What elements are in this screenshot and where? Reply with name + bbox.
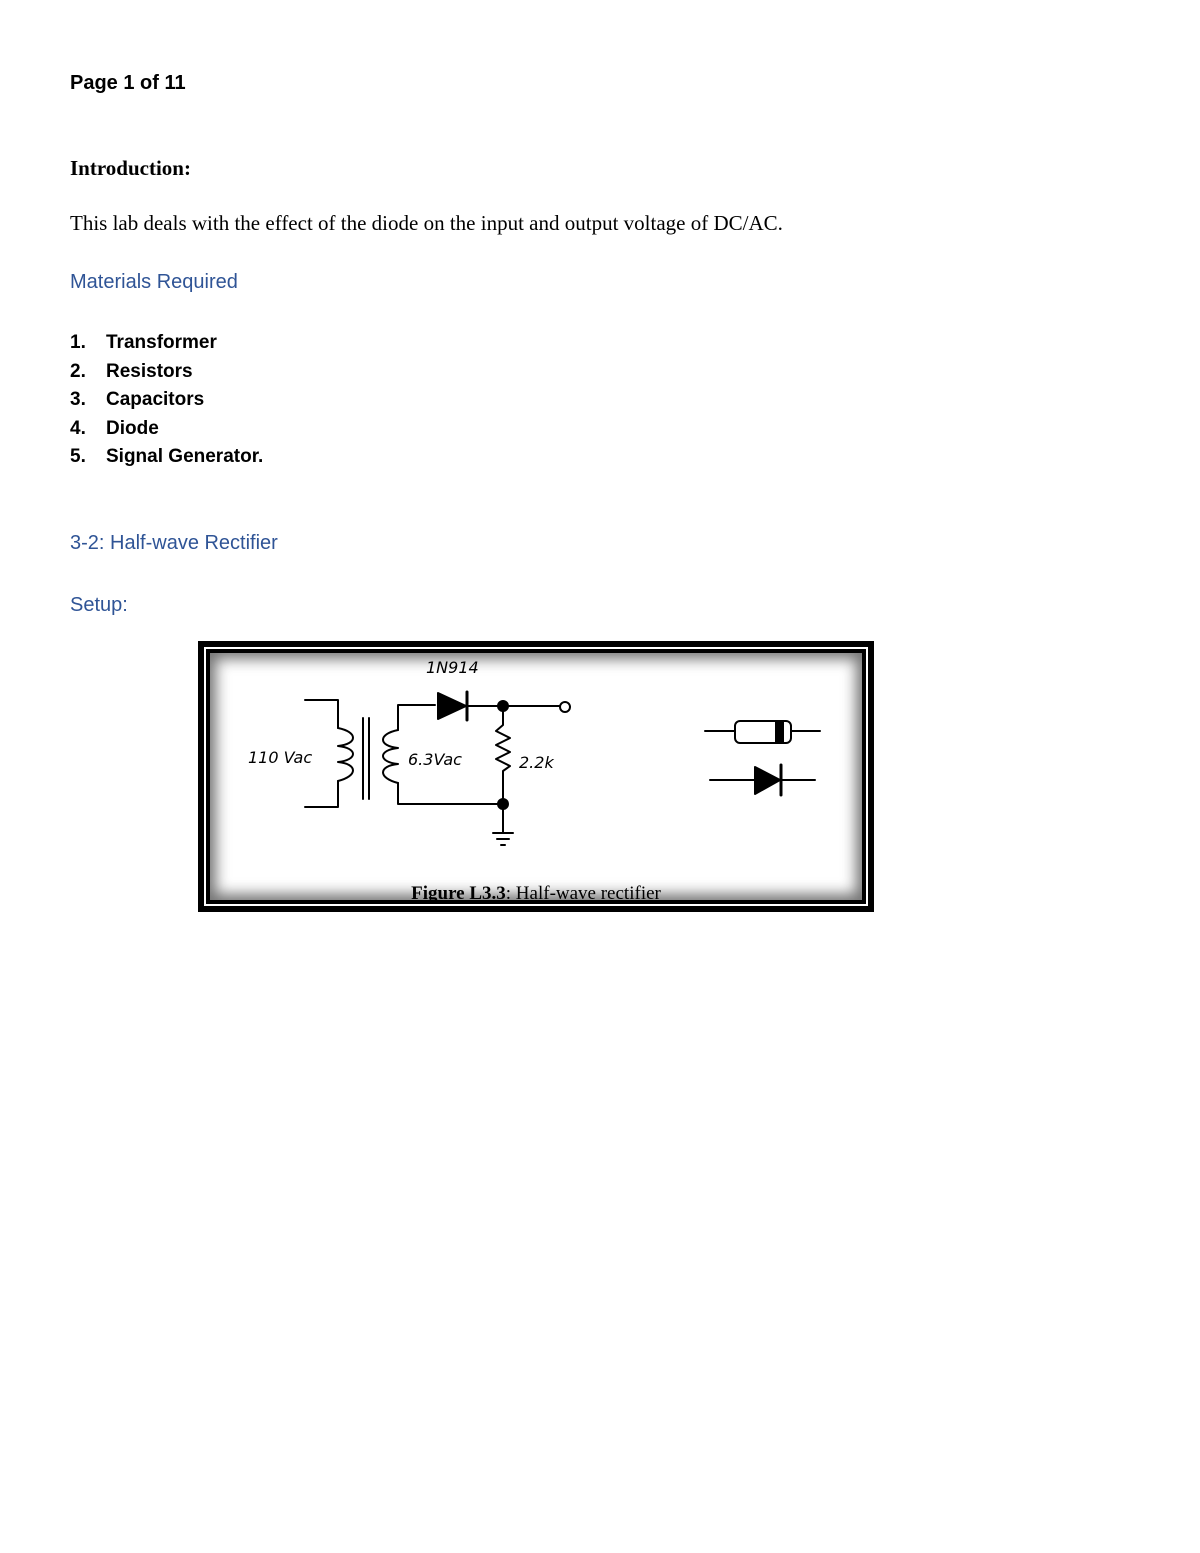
primary-bottom-lead — [305, 781, 338, 807]
figure-frame — [198, 641, 874, 912]
list-item-number: 5. — [70, 446, 86, 468]
list-item-number: 3. — [70, 389, 86, 411]
materials-heading: Materials Required — [70, 271, 238, 293]
figure-inner-border — [204, 647, 868, 906]
diode-triangle — [438, 693, 466, 719]
secondary-bottom-wire — [398, 783, 503, 804]
figure-panel — [210, 653, 862, 904]
materials-list — [70, 330, 263, 473]
symbol-triangle — [755, 767, 780, 794]
resistor-label: 2.2k — [519, 753, 554, 772]
primary-coil — [338, 728, 353, 781]
figure-caption-text: : Half-wave rectifier — [505, 883, 661, 904]
list-item-number: 2. — [70, 360, 86, 382]
secondary-coil — [383, 730, 398, 783]
list-item-label: Transformer — [106, 332, 217, 353]
list-item-label: Diode — [106, 417, 159, 439]
list-item — [70, 387, 263, 416]
list-item-number: 1. — [70, 332, 86, 353]
list-item — [70, 330, 263, 359]
list-item-label: Capacitors — [106, 389, 205, 411]
diode-label: 1N914 — [426, 658, 479, 677]
section-heading: 3-2: Half-wave Rectifier — [70, 532, 278, 554]
figure-caption — [210, 883, 862, 905]
output-terminal — [560, 702, 570, 712]
circuit-diagram — [210, 653, 862, 900]
resistor-zigzag — [496, 706, 510, 804]
list-item — [70, 416, 263, 445]
list-item-number: 4. — [70, 417, 86, 439]
introduction-text: This lab deals with the effect of the diode on the input and output voltage of DC/AC. — [70, 211, 783, 235]
page-number: Page 1 of 11 — [70, 72, 186, 94]
list-item — [70, 444, 263, 473]
input-voltage-label: 110 Vac — [248, 748, 313, 767]
list-item — [70, 359, 263, 388]
secondary-top-wire — [398, 705, 435, 730]
introduction-heading: Introduction: — [70, 156, 191, 180]
figure-caption-bold: Figure L3.3 — [411, 883, 506, 904]
list-item-label: Signal Generator. — [106, 446, 264, 468]
package-cathode-band — [776, 721, 783, 743]
list-item-label: Resistors — [106, 360, 193, 382]
setup-label: Setup: — [70, 594, 128, 616]
secondary-voltage-label: 6.3Vac — [408, 750, 462, 769]
primary-top-lead — [305, 700, 338, 728]
